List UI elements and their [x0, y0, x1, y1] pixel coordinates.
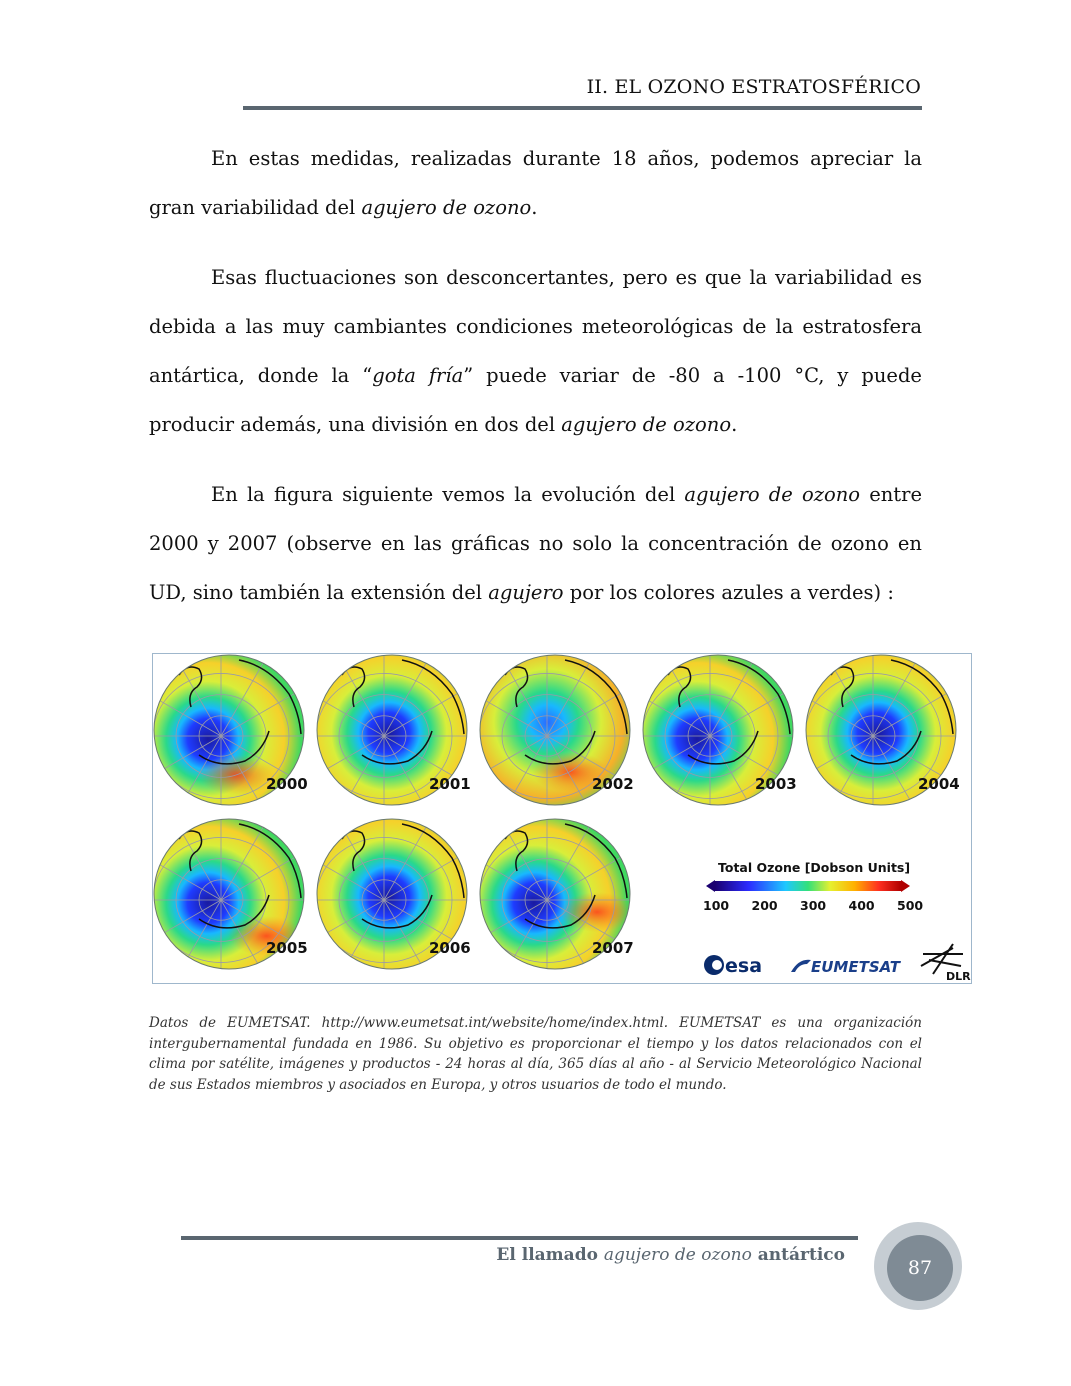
figure-caption: Datos de EUMETSAT. http://www.eumetsat.int/website/home/index.html. EUMETSAT es una organización intergubernamental fundada en 1986. Su objetivo es proporcionar el tiempo y los datos relacionados con el clima por satélite, imágenes y productos - 24 horas al día, 365 días al año - al Servicio Meteorológico Nacional de sus Estados miembros y asociados en Europa, y otros usuarios de todo el mundo. — [149, 1015, 922, 1093]
color-legend — [703, 860, 923, 913]
ozone-globe-2005 — [153, 790, 331, 983]
footer-rule — [181, 1236, 858, 1240]
legend-tick-label: 400 — [848, 898, 875, 913]
ozone-globe-2002 — [437, 654, 657, 846]
running-footer: El llamado agujero de ozono antártico — [496, 1245, 845, 1265]
svg-text:esa: esa — [725, 955, 763, 977]
ozone-globe-2000 — [153, 654, 331, 846]
legend-title: Total Ozone [Dobson Units] — [718, 860, 911, 875]
globe-year-label: 2007 — [592, 939, 634, 957]
globe-year-label: 2003 — [755, 775, 797, 793]
ozone-globe-2003 — [600, 654, 820, 846]
globe-year-label: 2004 — [918, 775, 960, 793]
legend-tick-label: 300 — [800, 898, 827, 913]
running-header: II. EL OZONO ESTRATOSFÉRICO — [586, 76, 921, 98]
eumetsat-logo — [791, 958, 902, 976]
globe-year-label: 2005 — [266, 939, 308, 957]
globe-year-label: 2006 — [429, 939, 471, 957]
svg-text:EUMETSAT: EUMETSAT — [811, 958, 901, 976]
legend-tick-label: 500 — [897, 898, 924, 913]
esa-logo — [704, 955, 762, 977]
legend-colorbar — [715, 881, 901, 891]
legend-arrow-right — [901, 880, 910, 892]
body-paragraph-1: En estas medidas, realizadas durante 18 años, podemos apreciar la gran variabilidad del agujero de ozono. — [149, 147, 922, 219]
globe-year-label: 2001 — [429, 775, 471, 793]
header-rule — [243, 106, 922, 110]
body-paragraph-3: En la figura siguiente vemos la evolución del agujero de ozono entre 2000 y 2007 (observe en las gráficas no solo la concentración de ozono en UD, sino también la extensión del agujero por los colores azules a verdes) : — [149, 483, 922, 604]
globe-year-label: 2002 — [592, 775, 634, 793]
dlr-logo — [921, 944, 971, 983]
ozone-globe-2004 — [763, 654, 971, 846]
legend-tick-label: 200 — [751, 898, 778, 913]
ozone-hole-figure — [152, 653, 972, 984]
page-number: 87 — [887, 1235, 953, 1301]
svg-text:DLR: DLR — [946, 970, 971, 983]
ozone-globes-image — [153, 654, 971, 983]
legend-arrow-left — [706, 880, 715, 892]
body-paragraph-2: Esas fluctuaciones son desconcertantes, pero es que la variabilidad es debida a las muy cambiantes condiciones meteorológicas de la estratosfera antártica, donde la “gota fría” puede variar de -80 a -100 °C, y puede producir además, una división en dos del agujero de ozono. — [149, 266, 922, 436]
legend-tick-label: 100 — [703, 898, 730, 913]
ozone-globe-2001 — [274, 654, 494, 846]
globe-year-label: 2000 — [266, 775, 308, 793]
